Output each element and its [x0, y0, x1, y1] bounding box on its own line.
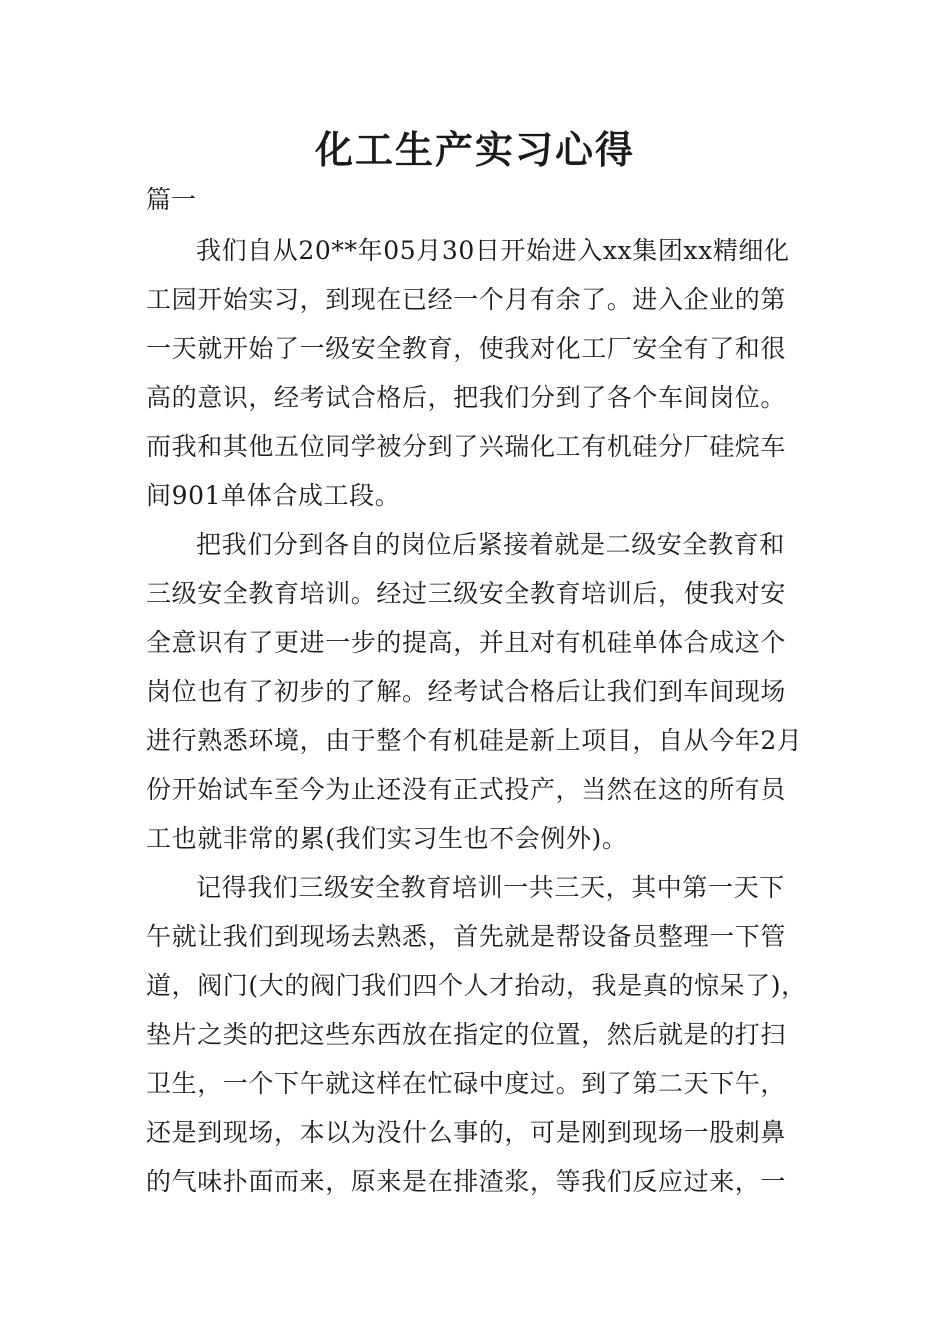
document-body — [146, 226, 826, 1206]
paragraph-line: 进行熟悉环境，由于整个有机硅是新上项目，自从今年2月 — [146, 726, 803, 755]
paragraph-line: 卫生，一个下午就这样在忙碌中度过。到了第二天下午， — [146, 1069, 787, 1098]
paragraph-line: 全意识有了更进一步的提高，并且对有机硅单体合成这个 — [146, 628, 787, 657]
section-label: 篇一 — [146, 185, 197, 214]
paragraph-line: 份开始试车至今为止还没有正式投产，当然在这的所有员 — [146, 775, 787, 804]
paragraph-line: 岗位也有了初步的了解。经考试合格后让我们到车间现场 — [146, 677, 787, 706]
paragraph-line: 三级安全教育培训。经过三级安全教育培训后，使我对安 — [146, 579, 787, 608]
paragraph-line: 间901单体合成工段。 — [146, 481, 401, 510]
paragraph-line: 午就让我们到现场去熟悉，首先就是帮设备员整理一下管 — [146, 922, 787, 951]
paragraph-line: 还是到现场，本以为没什么事的，可是刚到现场一股刺鼻 — [146, 1118, 787, 1147]
paragraph-line: 把我们分到各自的岗位后紧接着就是二级安全教育和 — [196, 530, 785, 559]
paragraph-line: 而我和其他五位同学被分到了兴瑞化工有机硅分厂硅烷车 — [146, 432, 787, 461]
paragraph-line: 高的意识，经考试合格后，把我们分到了各个车间岗位。 — [146, 383, 787, 412]
document-title: 化工生产实习心得 — [314, 128, 635, 172]
paragraph-line: 记得我们三级安全教育培训一共三天，其中第一天下 — [196, 873, 785, 902]
paragraph-line: 工园开始实习，到现在已经一个月有余了。进入企业的第 — [146, 285, 787, 314]
paragraph-line: 我们自从20**年05月30日开始进入xx集团xx精细化 — [196, 236, 790, 265]
paragraph-line: 的气味扑面而来，原来是在排渣浆，等我们反应过来，一 — [146, 1167, 787, 1196]
paragraph-line: 垫片之类的把这些东西放在指定的位置，然后就是的打扫 — [146, 1020, 787, 1049]
paragraph-line: 一天就开始了一级安全教育，使我对化工厂安全有了和很 — [146, 334, 787, 363]
paragraph-line: 工也就非常的累(我们实习生也不会例外)。 — [146, 824, 628, 853]
paragraph-line: 道，阀门(大的阀门我们四个人才抬动，我是真的惊呆了)， — [146, 971, 807, 1000]
